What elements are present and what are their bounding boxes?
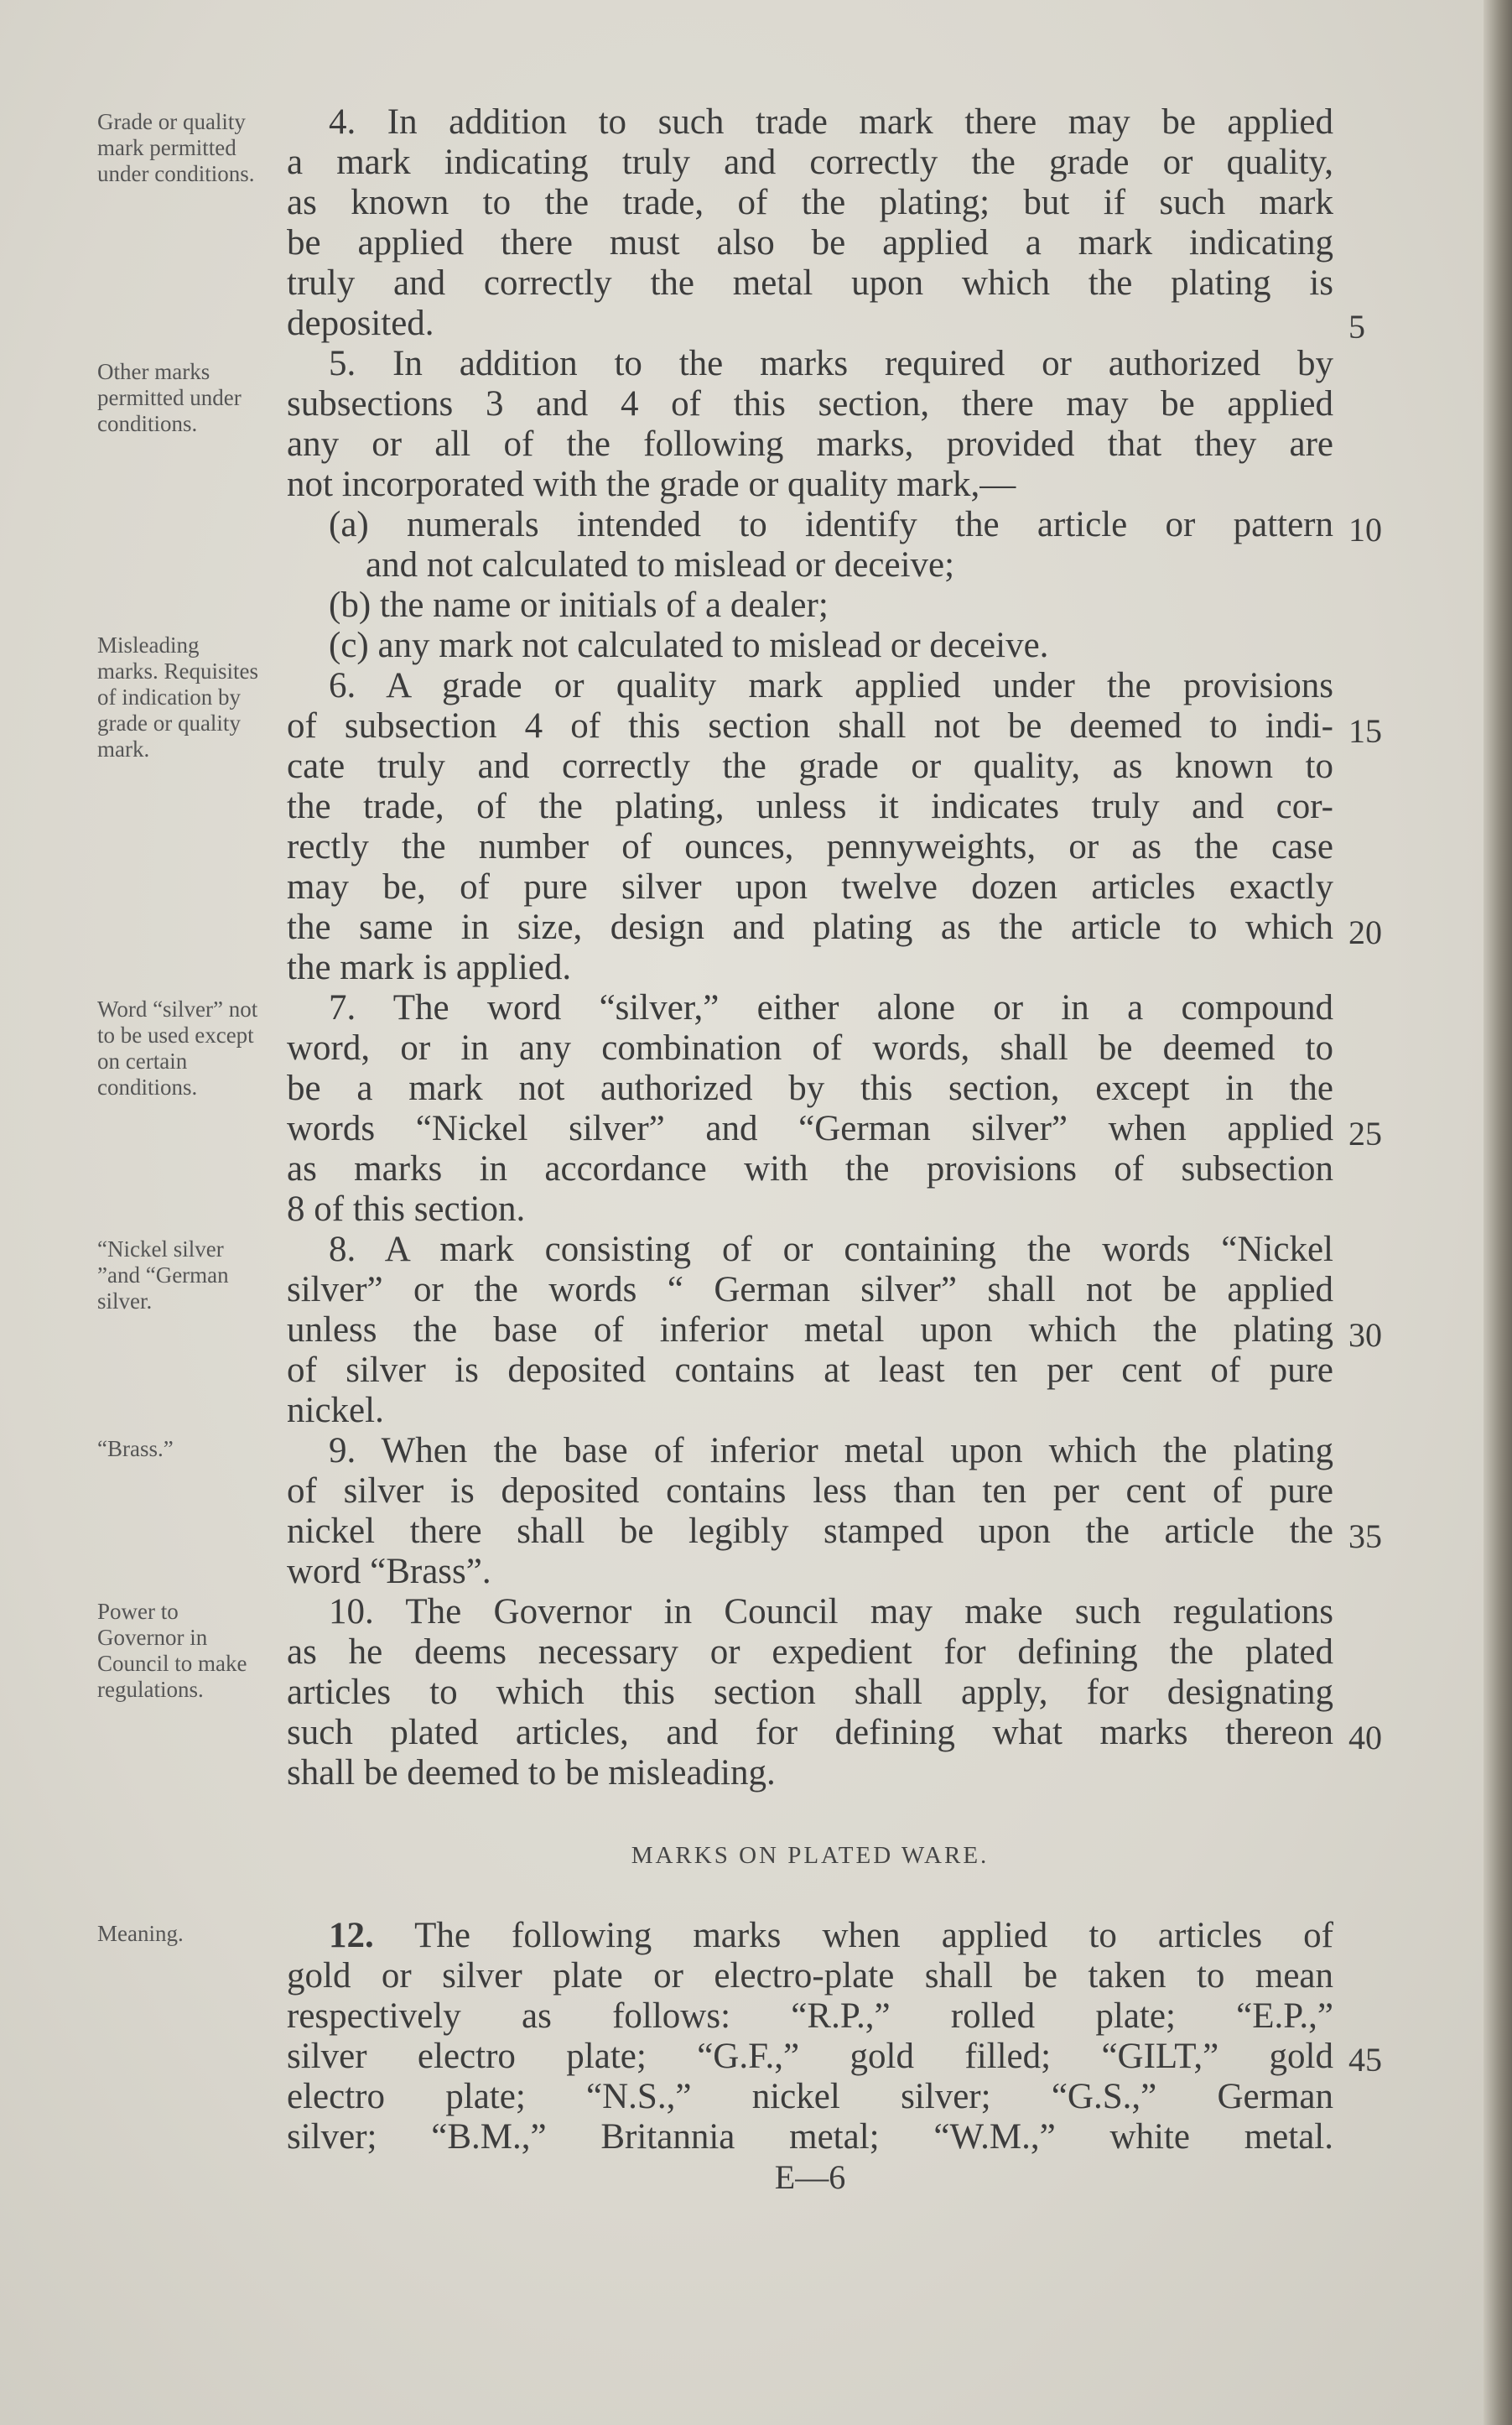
text-line: silver; “B.M.,” Britannia metal; “W.M.,” white metal. bbox=[287, 2117, 1333, 2157]
text-line bbox=[287, 1916, 1333, 1956]
line-number: 15 bbox=[1348, 712, 1382, 750]
text-line: cate truly and correctly the grade or quality, as known to bbox=[287, 747, 1333, 786]
text-line: the same in size, design and plating as the article to which bbox=[287, 908, 1333, 947]
text-line: gold or silver plate or electro-plate shall be taken to mean bbox=[287, 1956, 1333, 1996]
text-line: of silver is deposited contains less than ten per cent of pure bbox=[287, 1471, 1333, 1511]
text-line: of subsection 4 of this section shall not be deemed to indi- bbox=[287, 706, 1333, 746]
text-line: nickel there shall be legibly stamped upon the article the bbox=[287, 1512, 1333, 1551]
line-number: 35 bbox=[1348, 1517, 1382, 1555]
text-line: deposited. bbox=[287, 304, 434, 343]
page-edge-shadow bbox=[1483, 0, 1512, 2425]
text-line: words “Nickel silver” and “German silver” when applied bbox=[287, 1109, 1333, 1148]
text-line: (b) the name or initials of a dealer; bbox=[329, 585, 829, 625]
line-number: 45 bbox=[1348, 2041, 1382, 2079]
margin-note-power-governor: Power to Governor in Council to make regulations. bbox=[97, 1599, 247, 1702]
text-line: as he deems necessary or expedient for defining the plated bbox=[287, 1632, 1333, 1672]
text-line: truly and correctly the metal upon which the plating is bbox=[287, 263, 1333, 303]
text-line: (a) numerals intended to identify the article or pattern bbox=[329, 505, 1333, 544]
text-line: rectly the number of ounces, pennyweights, or as the case bbox=[287, 827, 1333, 866]
line-number: 40 bbox=[1348, 1719, 1382, 1756]
margin-note-brass: “Brass.” bbox=[97, 1436, 174, 1461]
text-line: nickel. bbox=[287, 1391, 384, 1430]
text-line: as known to the trade, of the plating; but if such mark bbox=[287, 183, 1333, 222]
text-line: articles to which this section shall apply, for designating bbox=[287, 1673, 1333, 1712]
text-line: be applied there must also be applied a mark indicating bbox=[287, 223, 1333, 263]
text-line: not incorporated with the grade or quality mark,— bbox=[287, 465, 1016, 504]
text-line: may be, of pure silver upon twelve dozen articles exactly bbox=[287, 867, 1333, 907]
text-line: 8. A mark consisting of or containing the words “Nickel bbox=[329, 1230, 1333, 1269]
text-line: word, or in any combination of words, shall be deemed to bbox=[287, 1028, 1333, 1068]
section-heading: MARKS ON PLATED WARE. bbox=[631, 1842, 990, 1869]
margin-note-meaning: Meaning. bbox=[97, 1921, 184, 1946]
text-line: unless the base of inferior metal upon which the plating bbox=[287, 1310, 1333, 1350]
text-line: and not calculated to mislead or deceive; bbox=[366, 545, 955, 585]
text-line: any or all of the following marks, provided that they are bbox=[287, 424, 1333, 464]
text-line: shall be deemed to be misleading. bbox=[287, 1753, 776, 1793]
text-line: 9. When the base of inferior metal upon which the plating bbox=[329, 1431, 1333, 1470]
text-line: as marks in accordance with the provisions of subsection bbox=[287, 1149, 1333, 1189]
text-line: a mark indicating truly and correctly the grade or quality, bbox=[287, 143, 1333, 182]
text-line: such plated articles, and for defining what marks thereon bbox=[287, 1713, 1333, 1752]
line-number: 25 bbox=[1348, 1115, 1382, 1153]
margin-note-nickel-silver: “Nickel silver ”and “German silver. bbox=[97, 1236, 229, 1314]
section-12 bbox=[287, 1916, 1333, 2157]
text-line: of silver is deposited contains at least ten per cent of pure bbox=[287, 1350, 1333, 1390]
text-line: be a mark not authorized by this section, except in the bbox=[287, 1069, 1333, 1108]
line-number: 30 bbox=[1348, 1316, 1382, 1354]
text-line: the trade, of the plating, unless it indicates truly and cor- bbox=[287, 787, 1333, 826]
margin-note-word-silver: Word “silver” not to be used except on certain conditions. bbox=[97, 997, 258, 1100]
line-number: 5 bbox=[1348, 308, 1365, 346]
statute-body bbox=[287, 102, 1333, 1793]
text-line: subsections 3 and 4 of this section, there may be applied bbox=[287, 384, 1333, 424]
text-line: 5. In addition to the marks required or authorized by bbox=[329, 344, 1333, 383]
line-number: 10 bbox=[1348, 511, 1382, 549]
text-line: silver” or the words “ German silver” shall not be applied bbox=[287, 1270, 1333, 1309]
margin-note-other-marks: Other marks permitted under conditions. bbox=[97, 359, 242, 436]
section-number: 12. bbox=[329, 1916, 374, 1955]
margin-note-misleading-marks: Misleading marks. Requisites of indication by grade or quality mark. bbox=[97, 632, 258, 762]
line-number: 20 bbox=[1348, 913, 1382, 951]
margin-note-grade-mark: Grade or quality mark permitted under conditions. bbox=[97, 109, 255, 186]
section-12-first-line: The following marks when applied to articles of bbox=[414, 1916, 1333, 1955]
text-line: 8 of this section. bbox=[287, 1189, 526, 1229]
text-line: silver electro plate; “G.F.,” gold filled; “GILT,” gold bbox=[287, 2037, 1333, 2076]
text-line: 4. In addition to such trade mark there may be applied bbox=[329, 102, 1333, 142]
text-line: word “Brass”. bbox=[287, 1552, 491, 1591]
text-line: (c) any mark not calculated to mislead or deceive. bbox=[329, 626, 1049, 665]
page-folio: E—6 bbox=[774, 2158, 846, 2196]
text-line: electro plate; “N.S.,” nickel silver; “G.S.,” German bbox=[287, 2077, 1333, 2116]
text-line: 10. The Governor in Council may make such regulations bbox=[329, 1592, 1333, 1631]
text-line: 7. The word “silver,” either alone or in a compound bbox=[329, 988, 1333, 1028]
text-line: the mark is applied. bbox=[287, 948, 572, 987]
text-line: respectively as follows: “R.P.,” rolled plate; “E.P.,” bbox=[287, 1996, 1333, 2036]
text-line: 6. A grade or quality mark applied under the provisions bbox=[329, 666, 1333, 705]
